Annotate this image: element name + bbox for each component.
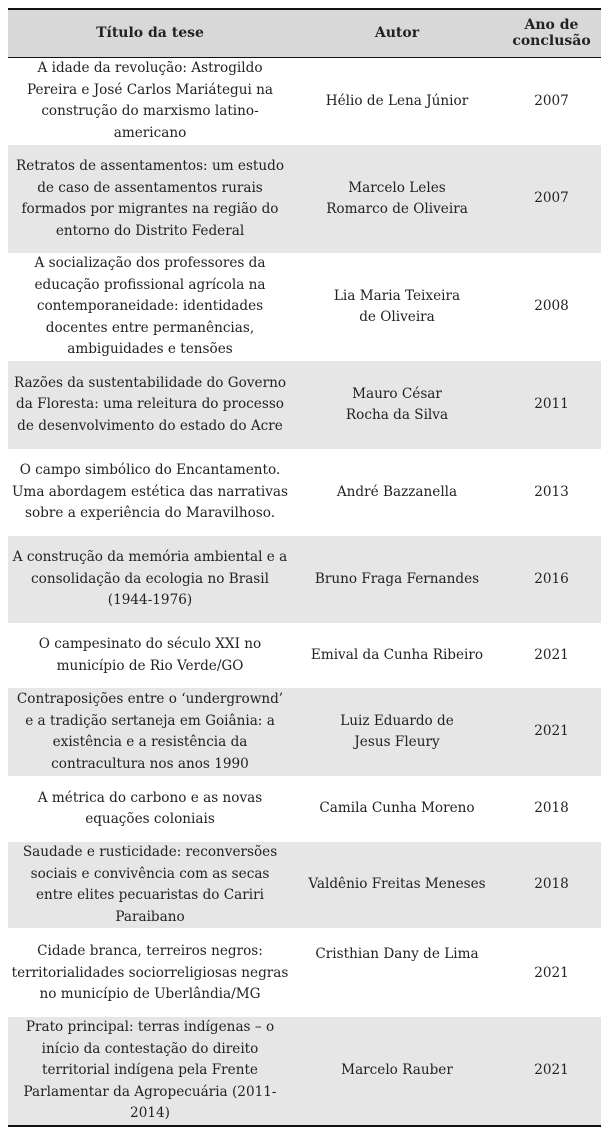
thesis-author: Lia Maria Teixeira de Oliveira (333, 287, 461, 325)
thesis-title: Saudade e rusticidade: reconversões sociais e convivência com as secas entre elites pecuaristas do Cariri Paraibano (8, 842, 292, 929)
thesis-year: 2021 (502, 1017, 601, 1126)
thesis-author: Emival da Cunha Ribeiro (310, 646, 484, 663)
thesis-year: 2021 (502, 929, 601, 1017)
thesis-title: Prato principal: terras indígenas – o início da contestação do direito territorial indígena pela Frente Parlamentar da Agropecuária (2011-2014) (8, 1017, 292, 1126)
table-header-row (8, 9, 601, 57)
theses-table (8, 8, 601, 1127)
thesis-year: 2007 (534, 92, 569, 109)
thesis-year: 2007 (502, 145, 601, 253)
thesis-year: 2021 (502, 688, 601, 776)
thesis-title: Cidade branca, terreiros negros: territorialidades sociorreligiosas negras no município de Uberlândia/MG (8, 929, 292, 1017)
header-author: Autor (292, 9, 502, 57)
thesis-year: 2008 (534, 298, 569, 315)
thesis-author: Cristhian Dany de Lima (292, 929, 502, 1017)
thesis-author: André Bazzanella (336, 483, 458, 500)
header-title: Título da tese (8, 9, 292, 57)
thesis-title: A idade da revolução: Astrogildo Pereira e José Carlos Mariátegui na construção do marxismo latino-americano (26, 60, 274, 141)
table-row (8, 57, 601, 145)
thesis-author: Bruno Fraga Fernandes (292, 536, 502, 623)
thesis-author: Hélio de Lena Júnior (325, 92, 469, 109)
thesis-year: 2011 (502, 361, 601, 449)
thesis-year: 2013 (534, 483, 569, 500)
thesis-year: 2018 (534, 800, 569, 817)
table-row (8, 449, 601, 536)
thesis-author: Valdênio Freitas Meneses (292, 842, 502, 929)
table-row (8, 253, 601, 361)
table-row (8, 776, 601, 842)
table-row (8, 1017, 601, 1126)
table-row (8, 842, 601, 929)
thesis-author: Luiz Eduardo de Jesus Fleury (292, 688, 502, 776)
table-row (8, 536, 601, 623)
table-row (8, 688, 601, 776)
table-row (8, 929, 601, 1017)
thesis-title: A socialização dos professores da educação profissional agrícola na contemporaneidade: identidades docentes entre permanências, ambiguidades e tensões (34, 255, 266, 358)
table-row (8, 623, 601, 688)
thesis-author: Marcelo Leles Romarco de Oliveira (292, 145, 502, 253)
thesis-title: Contraposições entre o ‘undergrownd’ e a tradição sertaneja em Goiânia: a existência e a resistência da contracultura nos anos 1990 (8, 688, 292, 776)
thesis-year: 2021 (534, 646, 569, 663)
thesis-year: 2018 (502, 842, 601, 929)
thesis-author: Mauro César Rocha da Silva (292, 361, 502, 449)
thesis-title: O campo simbólico do Encantamento. Uma abordagem estética das narrativas sobre a experiência do Maravilhoso. (11, 462, 289, 522)
table-row (8, 145, 601, 253)
thesis-title: A construção da memória ambiental e a consolidação da ecologia no Brasil (1944-1976) (8, 536, 292, 623)
header-year: Ano de conclusão (502, 9, 601, 57)
thesis-title: Retratos de assentamentos: um estudo de caso de assentamentos rurais formados por migrantes na região do entorno do Distrito Federal (8, 145, 292, 253)
table-body (8, 57, 601, 1126)
table-row (8, 361, 601, 449)
thesis-title: A métrica do carbono e as novas equações coloniais (37, 789, 263, 827)
thesis-year: 2016 (502, 536, 601, 623)
thesis-author: Camila Cunha Moreno (319, 800, 475, 817)
thesis-title: Razões da sustentabilidade do Governo da Floresta: uma releitura do processo de desenvolvimento do estado do Acre (8, 361, 292, 449)
thesis-author: Marcelo Rauber (292, 1017, 502, 1126)
thesis-title: O campesinato do século XXI no município de Rio Verde/GO (38, 636, 262, 674)
